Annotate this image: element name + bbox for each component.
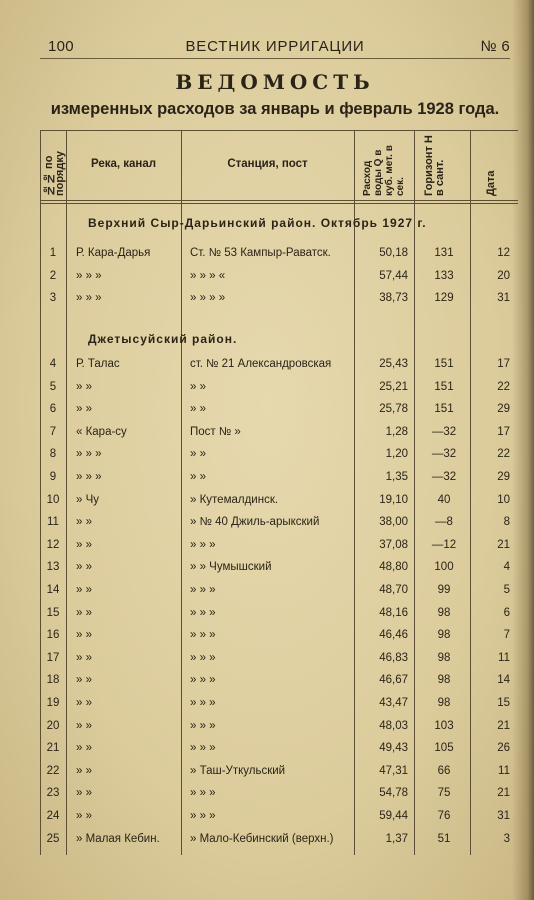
discharge-value: 19,10 [379, 493, 408, 506]
date-value: 31 [497, 810, 510, 822]
date-value: 29 [497, 471, 510, 483]
discharge-value: 25,43 [379, 358, 408, 370]
page-number: 100 [48, 38, 74, 55]
station-name: » » [190, 448, 206, 461]
table-row [40, 584, 518, 602]
stage-value: 98 [437, 651, 451, 664]
row-number: 8 [49, 448, 57, 461]
row-number: 21 [46, 742, 60, 755]
discharge-value: 57,44 [379, 269, 408, 282]
table-row [40, 426, 518, 444]
stage-value: 103 [434, 719, 454, 732]
stage-value: 66 [437, 764, 451, 777]
table-row [40, 652, 518, 670]
river-name: » » [76, 651, 92, 664]
table-header-rule-double [40, 203, 518, 204]
date-value: 14 [497, 674, 510, 687]
river-name: » » [76, 787, 92, 800]
river-name: » » [76, 719, 92, 732]
row-number: 22 [46, 764, 60, 777]
discharge-value: 49,43 [379, 742, 408, 755]
stage-value: —32 [431, 425, 457, 438]
date-value: 3 [503, 832, 510, 845]
date-value: 12 [497, 247, 510, 259]
discharge-value: 46,46 [379, 629, 408, 642]
station-name: » Кутемалдинск. [190, 493, 279, 506]
running-header [40, 38, 510, 58]
table-row [40, 674, 518, 692]
date-value: 11 [498, 651, 510, 664]
discharge-table [40, 130, 518, 855]
date-value: 26 [497, 742, 510, 755]
row-number: 10 [46, 493, 60, 506]
table-row [40, 292, 518, 310]
discharge-value: 46,83 [379, 651, 408, 664]
document-subtitle: измеренных расходов за январь и февраль 1928 года. [50, 100, 500, 118]
stage-value: 40 [437, 493, 451, 506]
table-row [40, 787, 518, 805]
station-name: » » » [190, 787, 216, 800]
stage-value: 98 [437, 629, 451, 642]
row-number: 5 [49, 380, 57, 393]
table-row [40, 494, 518, 512]
stage-value: 133 [434, 269, 454, 282]
river-name: » » [76, 674, 92, 687]
stage-value: 99 [437, 584, 451, 596]
date-value: 22 [497, 380, 510, 393]
date-value: 8 [503, 516, 510, 529]
row-number: 12 [46, 538, 60, 551]
station-name: » » » « [190, 269, 226, 282]
date-value: 5 [503, 584, 510, 596]
discharge-value: 1,28 [385, 425, 408, 438]
date-value: 10 [497, 493, 510, 506]
journal-title: ВЕСТНИК ИРРИГАЦИИ [185, 38, 365, 55]
station-name: » » » [190, 674, 216, 687]
date-value: 21 [497, 538, 510, 551]
date-value: 4 [503, 561, 510, 574]
stage-value: 100 [434, 561, 454, 574]
discharge-value: 48,03 [379, 719, 408, 732]
discharge-value: 1,35 [385, 471, 408, 483]
table-row [40, 381, 518, 399]
row-number: 16 [46, 629, 60, 642]
river-name: » » » [76, 448, 102, 461]
row-number: 25 [46, 832, 60, 845]
discharge-value: 47,31 [379, 764, 408, 777]
station-name: » » » [190, 584, 216, 596]
station-name: » » [190, 471, 206, 483]
stage-value: —32 [431, 471, 457, 483]
row-number: 15 [46, 606, 60, 619]
station-name: » » » [190, 629, 216, 642]
river-name: » » [76, 742, 92, 755]
river-name: Р. Кара-Дарья [76, 247, 151, 259]
river-name: » » [76, 516, 92, 529]
stage-value: 151 [434, 358, 454, 370]
river-name: » Чу [76, 493, 100, 506]
station-name: » » » [190, 697, 216, 709]
section-title: Джетысуйский район. [88, 332, 238, 346]
river-name: » » » [76, 292, 102, 304]
date-value: 17 [497, 358, 510, 370]
row-number: 13 [46, 561, 60, 574]
station-name: » » » [190, 719, 216, 732]
column-header-stage: Горизонт H в сант. [423, 135, 446, 196]
river-name: » » » [76, 269, 102, 282]
discharge-value: 48,16 [379, 606, 408, 619]
date-value: 20 [497, 269, 510, 282]
station-name: » » Чумышский [190, 561, 272, 574]
river-name: » » » [76, 471, 102, 483]
discharge-value: 1,20 [385, 448, 408, 461]
discharge-value: 25,78 [379, 403, 408, 416]
discharge-value: 59,44 [379, 810, 408, 822]
station-name: » Мало-Кебинский (верхн.) [190, 832, 334, 845]
table-row [40, 810, 518, 828]
row-number: 1 [49, 247, 57, 259]
station-name: » » » [190, 606, 216, 619]
station-name: » № 40 Джиль-арыкский [190, 516, 320, 529]
river-name: » » [76, 697, 92, 709]
discharge-value: 48,70 [379, 584, 408, 596]
date-value: 29 [497, 403, 510, 416]
row-number: 23 [46, 787, 60, 800]
stage-value: 151 [434, 380, 454, 393]
table-row [40, 358, 518, 376]
table-top-rule [40, 130, 518, 131]
river-name: » » [76, 606, 92, 619]
discharge-value: 38,73 [379, 292, 408, 304]
section-title: Верхний Сыр-Дарьинский район. Октябрь 1927 г. [88, 216, 427, 230]
column-header-number: №№ по порядку [43, 151, 66, 196]
river-name: « Кара-су [76, 425, 127, 438]
date-value: 22 [497, 448, 510, 461]
column-header-date: Дата [485, 170, 497, 196]
table-row [40, 607, 518, 625]
table-row [40, 561, 518, 579]
discharge-value: 43,47 [379, 697, 408, 709]
row-number: 11 [47, 516, 59, 529]
station-name: » Таш-Уткульский [190, 764, 286, 777]
row-number: 3 [49, 292, 57, 304]
discharge-value: 25,21 [379, 380, 408, 393]
document-title: ВЕДОМОСТЬ [175, 70, 375, 94]
table-row [40, 448, 518, 466]
stage-value: —8 [435, 516, 453, 529]
row-number: 24 [46, 810, 60, 822]
river-name: Р. Талас [76, 358, 120, 370]
stage-value: 51 [437, 832, 451, 845]
date-value: 31 [497, 292, 510, 304]
stage-value: 98 [437, 697, 451, 709]
row-number: 20 [46, 719, 60, 732]
row-number: 19 [46, 697, 60, 709]
discharge-value: 1,37 [385, 832, 408, 845]
river-name: » » [76, 380, 92, 393]
station-name: » » » [190, 810, 216, 822]
table-row [40, 270, 518, 288]
date-value: 15 [497, 697, 510, 709]
issue-number: № 6 [480, 38, 510, 55]
row-number: 4 [49, 358, 57, 370]
station-name: » » » [190, 651, 216, 664]
river-name: » » [76, 764, 92, 777]
row-number: 18 [46, 674, 60, 687]
date-value: 21 [497, 719, 510, 732]
discharge-value: 46,67 [379, 674, 408, 687]
row-number: 7 [49, 425, 57, 438]
river-name: » Малая Кебин. [76, 832, 160, 845]
table-row [40, 471, 518, 489]
date-value: 6 [503, 606, 510, 619]
row-number: 9 [49, 471, 57, 483]
river-name: » » [76, 629, 92, 642]
table-row [40, 403, 518, 421]
discharge-value: 38,00 [379, 516, 408, 529]
header-rule [40, 58, 510, 59]
table-row [40, 720, 518, 738]
table-row [40, 516, 518, 534]
station-name: » » » [190, 742, 216, 755]
discharge-value: 54,78 [379, 787, 408, 800]
row-number: 2 [49, 269, 57, 282]
stage-value: 129 [434, 292, 454, 304]
station-name: » » [190, 380, 206, 393]
column-header-discharge: Расход воды Q в куб. мет. в сек. [362, 145, 406, 196]
table-row [40, 833, 518, 851]
table-row [40, 765, 518, 783]
discharge-value: 37,08 [379, 538, 408, 551]
discharge-value: 48,80 [379, 561, 408, 574]
river-name: » » [76, 561, 92, 574]
column-header-river: Река, канал [90, 158, 157, 170]
stage-value: 75 [437, 787, 451, 800]
date-value: 21 [497, 787, 510, 800]
river-name: » » [76, 584, 92, 596]
station-name: Пост № » [190, 425, 241, 438]
column-header-station: Станция, пост [227, 158, 308, 170]
stage-value: 98 [437, 606, 451, 619]
stage-value: —12 [431, 538, 457, 551]
row-number: 14 [46, 584, 60, 596]
row-number: 17 [46, 651, 60, 664]
table-row [40, 539, 518, 557]
table-row [40, 247, 518, 265]
station-name: » » » [190, 538, 216, 551]
table-row [40, 629, 518, 647]
stage-value: 76 [437, 810, 451, 822]
station-name: » » » » [190, 292, 226, 304]
river-name: » » [76, 538, 92, 551]
stage-value: —32 [431, 448, 457, 461]
table-row [40, 697, 518, 715]
stage-value: 98 [437, 674, 451, 687]
river-name: » » [76, 810, 92, 822]
row-number: 6 [49, 403, 57, 416]
station-name: Ст. № 53 Кампыр-Раватск. [190, 247, 331, 259]
table-header-rule [40, 200, 518, 201]
date-value: 17 [497, 425, 510, 438]
table-row [40, 742, 518, 760]
station-name: » » [190, 403, 206, 416]
date-value: 7 [503, 629, 510, 642]
station-name: ст. № 21 Александровская [190, 358, 332, 370]
discharge-value: 50,18 [379, 247, 408, 259]
stage-value: 105 [434, 742, 454, 755]
river-name: » » [76, 403, 92, 416]
stage-value: 151 [434, 403, 454, 416]
date-value: 11 [498, 764, 510, 777]
stage-value: 131 [434, 247, 454, 259]
